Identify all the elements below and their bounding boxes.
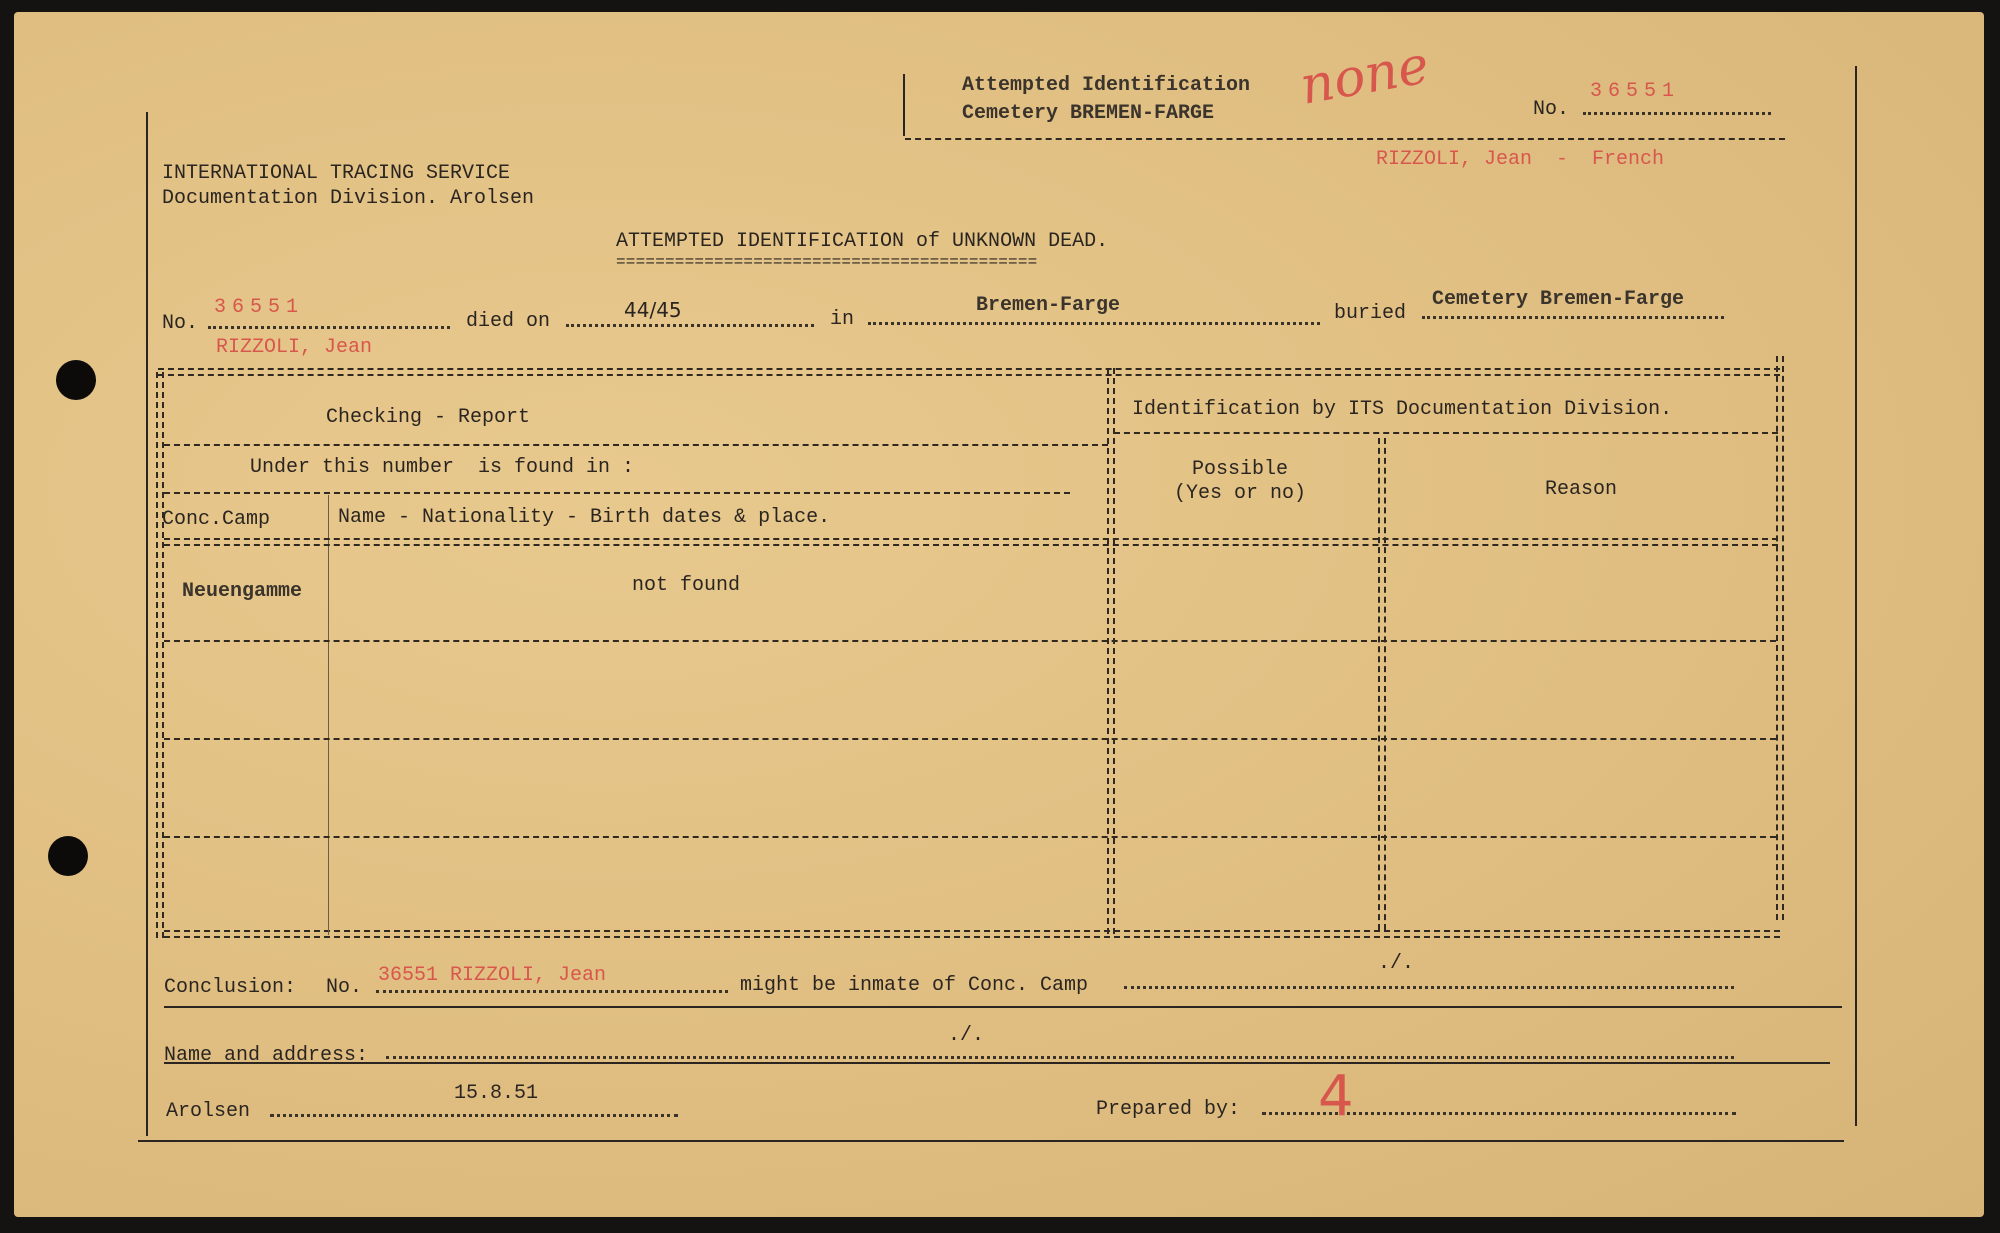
title-underline: ===========================================	[616, 253, 1038, 271]
conclusion-no-dots	[376, 990, 728, 993]
table-right-rule	[1776, 356, 1784, 920]
record-no-dots	[208, 326, 450, 329]
header-subject: RIZZOLI, Jean - French	[1376, 148, 1665, 171]
col-name: Name - Nationality - Birth dates & place.	[338, 506, 831, 529]
identification-under-rule	[1114, 432, 1778, 434]
table-header-rule	[164, 538, 1778, 546]
row-1-name: not found	[631, 574, 741, 597]
table-reason-rule	[1378, 438, 1386, 930]
record-buried-dots	[1422, 316, 1724, 319]
conclusion-value: 36551 RIZZOLI, Jean	[378, 964, 607, 987]
conclusion-label: Conclusion:	[164, 976, 297, 999]
record-in-value: Bremen-Farge	[976, 294, 1121, 317]
col-possible-1: Possible	[1191, 458, 1288, 481]
prepared-by-label: Prepared by:	[1096, 1098, 1241, 1121]
record-name-note: RIZZOLI, Jean	[216, 336, 373, 359]
table-camp-rule	[328, 495, 329, 935]
table-top-rule	[158, 368, 1780, 376]
record-buried-label: buried	[1334, 302, 1407, 325]
conclusion-camp-value: ./.	[1378, 952, 1415, 975]
name-address-rule	[164, 1062, 1830, 1064]
footer-place-dots	[270, 1114, 678, 1117]
table-mid-rule	[1107, 368, 1115, 934]
prepared-by-mark: 4	[1318, 1064, 1354, 1129]
record-buried-value: Cemetery Bremen-Farge	[1432, 288, 1685, 311]
header-under-number: Under this number is found in :	[250, 456, 635, 479]
footer-date: 15.8.51	[454, 1082, 539, 1105]
conclusion-rule	[164, 1006, 1842, 1008]
header-box-line2: Cemetery BREMEN-FARGE	[962, 102, 1215, 125]
name-address-label: Name and address:	[164, 1044, 369, 1067]
col-possible-2: (Yes or no)	[1173, 482, 1307, 505]
table-bottom-rule	[164, 930, 1780, 938]
conclusion-might-be: might be inmate of Conc. Camp	[740, 974, 1089, 997]
col-conc-camp: Conc.Camp	[162, 508, 271, 531]
record-died-label: died on	[466, 310, 551, 333]
document-title: ATTEMPTED IDENTIFICATION of UNKNOWN DEAD.	[616, 230, 1109, 253]
left-border	[146, 112, 148, 1136]
org-line2: Documentation Division. Arolsen	[162, 187, 535, 210]
col-reason: Reason	[1544, 478, 1617, 501]
bottom-border	[138, 1140, 1844, 1142]
header-no-dots	[1583, 112, 1771, 115]
right-border	[1855, 66, 1857, 1126]
header-box-left	[903, 74, 905, 136]
row-1-camp: Neuengamme	[182, 580, 303, 603]
table-left-rule	[156, 372, 164, 938]
header-no-label: No.	[1533, 98, 1570, 121]
name-address-value: ./.	[948, 1024, 985, 1047]
header-annotation: none	[1295, 35, 1434, 117]
record-in-dots	[868, 322, 1320, 325]
row-rule-1	[164, 640, 1776, 642]
record-died-value: 44/45	[624, 298, 682, 322]
conclusion-camp-dots	[1124, 986, 1734, 989]
header-checking-report: Checking - Report	[326, 406, 531, 429]
record-in-label: in	[830, 308, 855, 331]
under-number-rule	[164, 492, 1070, 494]
record-no-label: No.	[162, 312, 199, 335]
header-box-bottom	[905, 138, 1785, 140]
punch-hole-bottom	[48, 836, 88, 876]
header-identification: Identification by ITS Documentation Division.	[1132, 398, 1673, 421]
row-rule-3	[164, 836, 1776, 838]
footer-place: Arolsen	[166, 1100, 251, 1123]
header-box-line1: Attempted Identification	[962, 74, 1251, 97]
checking-under-rule	[164, 444, 1108, 446]
punch-hole-top	[56, 360, 96, 400]
record-died-dots	[566, 324, 814, 327]
org-line1: INTERNATIONAL TRACING SERVICE	[162, 162, 511, 185]
name-address-dots	[386, 1056, 1734, 1059]
row-rule-2	[164, 738, 1776, 740]
record-no-value: 36551	[214, 296, 305, 319]
conclusion-no-label: No.	[326, 976, 363, 999]
header-no-value: 36551	[1590, 80, 1681, 103]
